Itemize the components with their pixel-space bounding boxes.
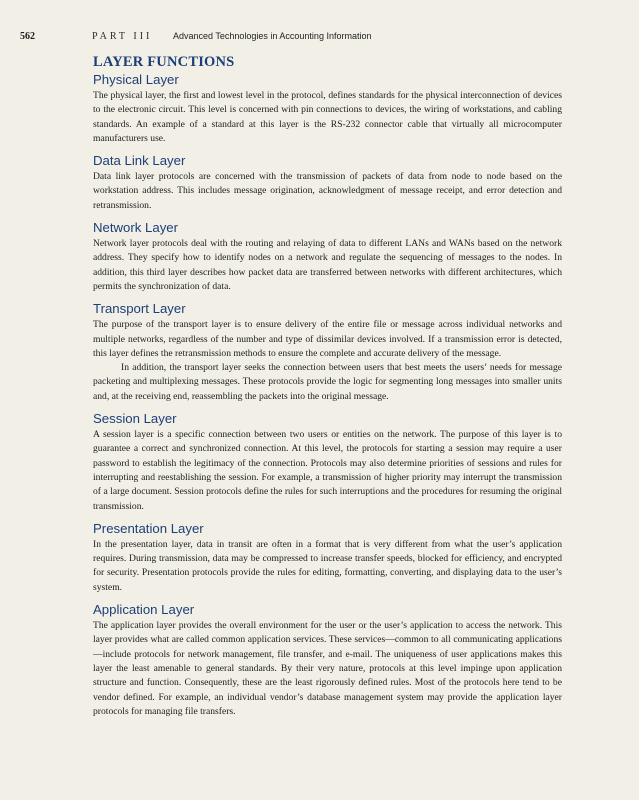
subsection-heading: Data Link Layer xyxy=(93,153,186,169)
section-presentation-layer xyxy=(93,521,562,595)
chapter-title: Advanced Technologies in Accounting Information xyxy=(173,31,372,41)
section-transport-layer xyxy=(93,301,562,404)
page-content xyxy=(93,54,562,726)
part-label: PART III xyxy=(92,31,153,42)
subsection-heading: Transport Layer xyxy=(93,301,186,317)
paragraph: In addition, the transport layer seeks the connection between users that best meets the users’ needs for message packeting and multiplexing messages. These protocols provide the logic for segmenting long messages into smaller units and, at the receiving end, reassembling the packets into the original message. xyxy=(93,362,562,402)
paragraph: Data link layer protocols are concerned with the transmission of packets of data from node to node based on the workstation address. This includes message origination, acknowledgment of message receipt, and error detection and retransmission. xyxy=(93,171,562,211)
subsection-heading: Session Layer xyxy=(93,411,177,427)
subsection-heading: Presentation Layer xyxy=(93,520,204,536)
subsection-heading: Application Layer xyxy=(93,602,195,618)
paragraph: The physical layer, the first and lowest level in the protocol, defines standards for the physical interconnection of devices to the electronic circuit. This level is concerned with pin connections to devices, the wiring of workstations, and cabling standards. An example of a standard at this layer is the RS-232 connector cable that virtually all microcomputer manufacturers use. xyxy=(93,90,562,144)
subsection-heading: Network Layer xyxy=(93,220,179,236)
page-number: 562 xyxy=(20,31,35,42)
paragraph: Network layer protocols deal with the routing and relaying of data to different LANs and WANs based on the network address. They specify how to identify nodes on a network and regulate the sequencing of messages to the nodes. In addition, this third layer describes how packet data are transferred between networks with different architectures, which permits the synchronization of data. xyxy=(93,238,562,292)
section-title: LAYER FUNCTIONS xyxy=(93,54,235,70)
subsection-heading: Physical Layer xyxy=(93,72,179,87)
paragraph: The application layer provides the overall environment for the user or the user’s application to access the network. This layer provides what are called common application services. These services—common to all communicating applications—include protocols for network management, file transfer, and e-mail. The uniqueness of user applications makes this layer the least amenable to general standards. By their very nature, protocols at this level impinge upon application structure and function. Consequently, these are the least rigorously defined rules. Most of the protocols here tend to be vendor defined. For example, an individual vendor’s database management system may provide the application layer protocols for managing file transfers. xyxy=(93,620,562,717)
section-physical-layer xyxy=(93,72,562,146)
section-application-layer xyxy=(93,602,562,719)
paragraph: In the presentation layer, data in transit are often in a format that is very different from what the user’s application requires. During transmission, data may be compressed to increase transfer speeds, blocked for efficiency, and encrypted for security. Presentation protocols provide the rules for editing, formatting, converting, and displaying data to the user’s system. xyxy=(93,538,562,593)
section-network-layer xyxy=(93,220,562,294)
section-session-layer xyxy=(93,411,562,514)
paragraph: A session layer is a specific connection between two users or entities on the network. The purpose of this layer is to guarantee a correct and synchronized connection. At this level, the protocols for starting a session may require a user password to establish the legitimacy of the connection. Protocols may also determine priorities of sessions and rules for interrupting and reestablishing the session. For example, a transmission of higher priority may interrupt the transmission of a large document. Session protocols define the rules for such interruptions and the procedures for resuming the original transmission. xyxy=(93,429,562,512)
paragraph: The purpose of the transport layer is to ensure delivery of the entire file or message across individual networks and multiple networks, regardless of the number and type of dissimilar devices involved. If a transmission error is detected, this layer defines the retransmission methods to ensure the complete and accurate delivery of the message. xyxy=(93,319,562,359)
running-header xyxy=(0,0,639,45)
section-data-link-layer xyxy=(93,153,562,213)
